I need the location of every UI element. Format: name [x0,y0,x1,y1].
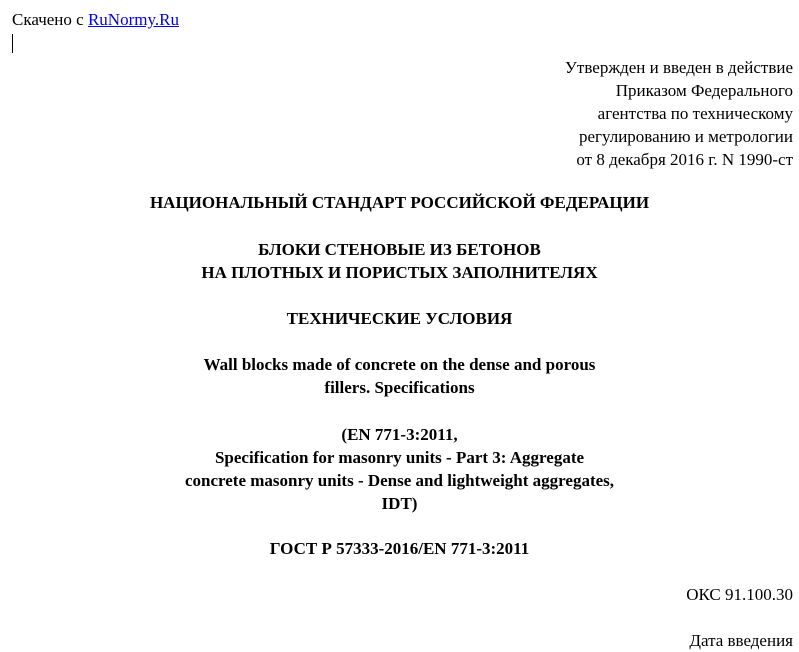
english-title-line: fillers. Specifications [324,378,475,397]
approval-line: Приказом Федерального [615,81,793,100]
approval-line: от 8 декабря 2016 г. N 1990-ст [576,150,793,169]
runormy-link[interactable]: RuNormy.Ru [87,10,179,29]
en-reference-line: IDT) [381,494,418,513]
gost-number [0,537,799,560]
en-reference [0,423,799,515]
gost-number-text: ГОСТ Р 57333-2016/EN 771-3:2011 [269,539,530,558]
approval-line: Утвержден и введен в действие [564,58,793,77]
download-source-line [12,9,179,31]
en-reference-line: Specification for masonry units - Part 3: Aggregate [214,448,585,467]
subtitle-text: ТЕХНИЧЕСКИЕ УСЛОВИЯ [286,309,513,328]
document-title [0,238,799,284]
oks-code: ОКС 91.100.30 [686,585,793,604]
approval-line: агентства по техническому [597,104,793,123]
subtitle [0,307,799,330]
approval-line: регулированию и метрологии [578,127,793,146]
intro-date-label: Дата введения [689,631,793,650]
en-reference-line: concrete masonry units - Dense and lightweight aggregates, [184,471,615,490]
text-cursor [12,34,13,53]
approval-block [565,56,793,171]
document-title-line: БЛОКИ СТЕНОВЫЕ ИЗ БЕТОНОВ [258,240,541,259]
english-title-line: Wall blocks made of concrete on the dense and porous [203,355,596,374]
download-prefix: Скачено с [12,10,84,29]
english-title [0,353,799,399]
en-reference-line: (EN 771-3:2011, [341,425,458,444]
standard-title-text: НАЦИОНАЛЬНЫЙ СТАНДАРТ РОССИЙСКОЙ ФЕДЕРАЦИИ [149,193,650,212]
document-title-line: НА ПЛОТНЫХ И ПОРИСТЫХ ЗАПОЛНИТЕЛЯХ [201,263,598,282]
standard-title [0,191,799,214]
